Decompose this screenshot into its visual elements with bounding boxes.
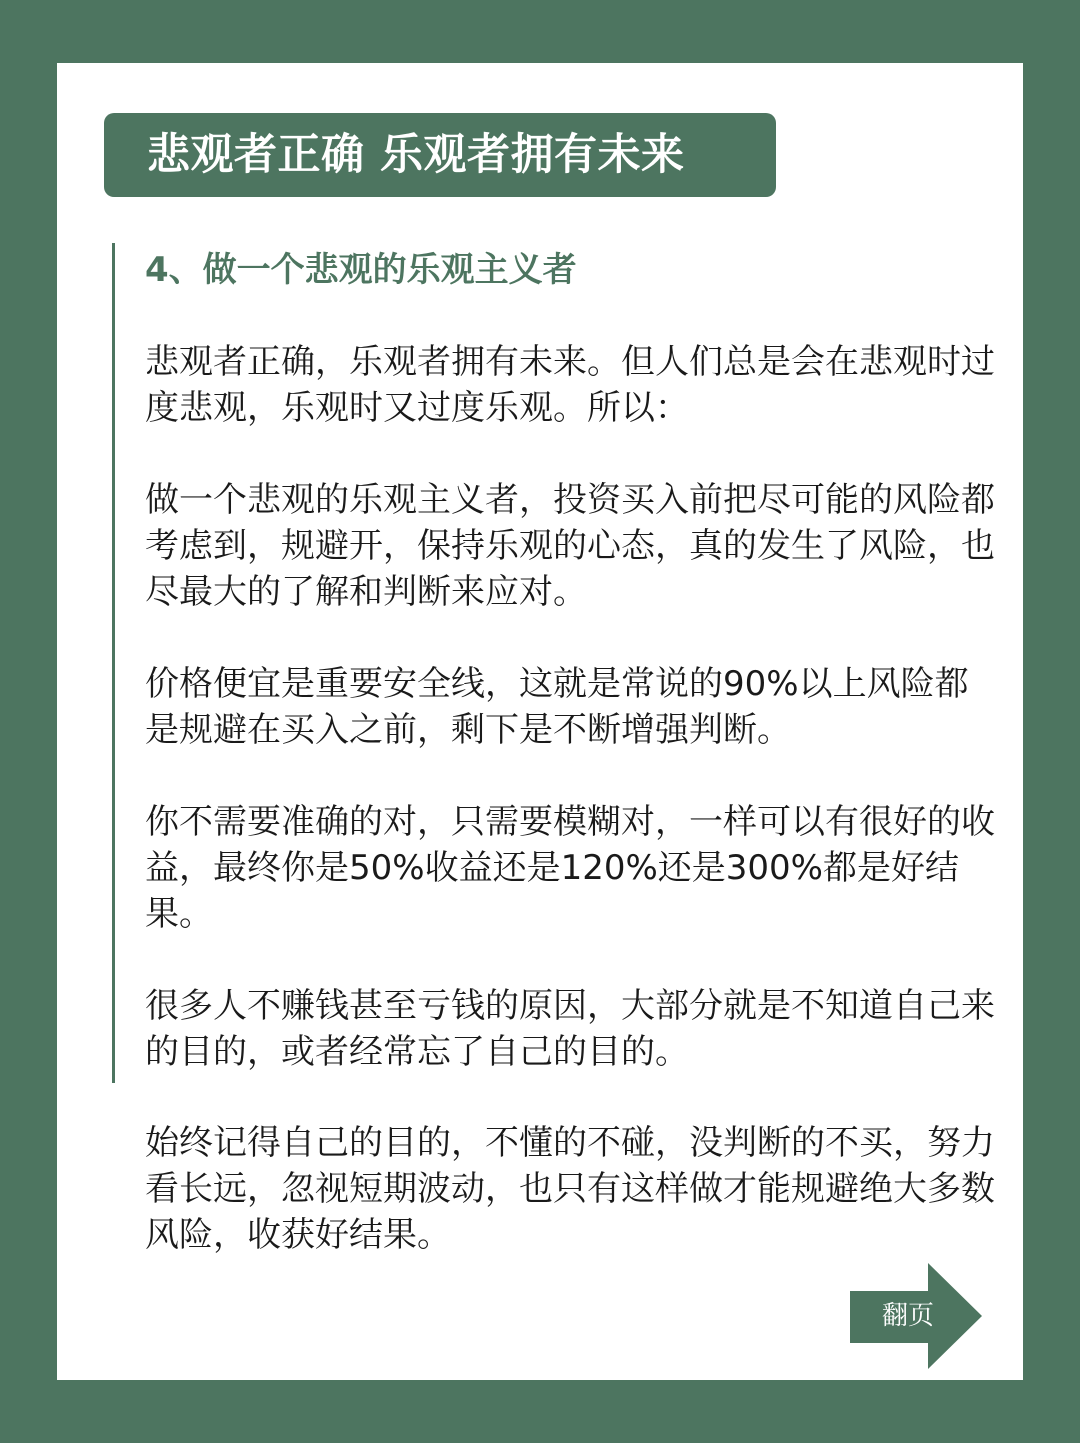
paragraph-2: 做一个悲观的乐观主义者，投资买入前把尽可能的风险都考虑到，规避开，保持乐观的心态，真的发生了风险，也尽最大的了解和判断来应对。 [145,480,995,612]
paragraph-6: 始终记得自己的目的，不懂的不碰，没判断的不买，努力看长远，忽视短期波动，也只有这样做才能规避绝大多数风险，收获好结果。 [145,1123,995,1255]
accent-divider [112,243,115,1083]
next-page-button[interactable] [850,1263,982,1369]
content-card [57,63,1023,1380]
section-heading: 4、做一个悲观的乐观主义者 [145,250,577,290]
paragraph-5: 很多人不赚钱甚至亏钱的原因，大部分就是不知道自己来的目的，或者经常忘了自己的目的。 [145,986,995,1072]
paragraph-3: 价格便宜是重要安全线，这就是常说的90%以上风险都是规避在买入之前，剩下是不断增强判断。 [145,664,969,750]
next-page-label: 翻页 [881,1301,934,1331]
paragraph-1: 悲观者正确，乐观者拥有未来。但人们总是会在悲观时过度悲观，乐观时又过度乐观。所以： [145,342,995,428]
page-title: 悲观者正确 乐观者拥有未来 [104,113,776,197]
paragraph-4: 你不需要准确的对，只需要模糊对，一样可以有很好的收益，最终你是50%收益还是120%还是300%都是好结果。 [145,802,995,934]
